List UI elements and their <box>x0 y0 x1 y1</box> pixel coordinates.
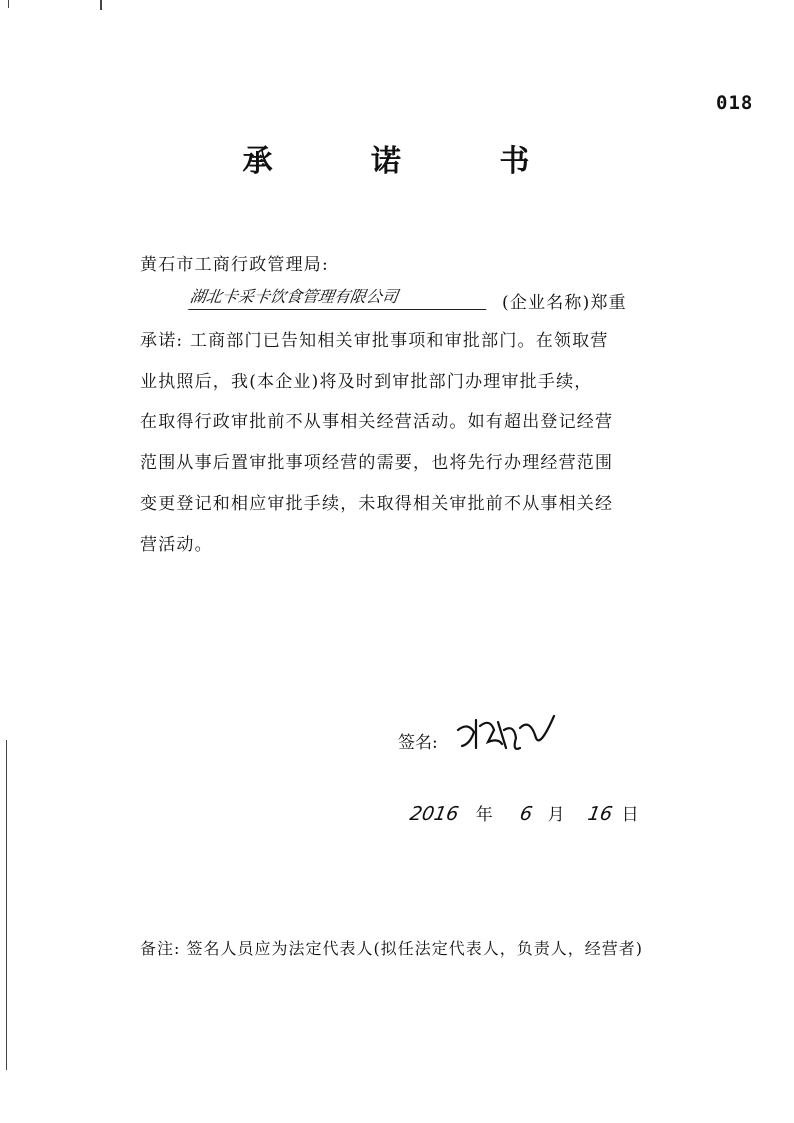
company-name-suffix: (企业名称)郑重 <box>502 293 627 313</box>
scan-edge-left <box>6 740 7 1070</box>
paragraph-line: 营活动。 <box>140 535 213 555</box>
date-month-label: 月 <box>547 805 565 825</box>
footnote: 备注: 签名人员应为法定代表人(拟任法定代表人，负责人，经营者) <box>140 939 643 958</box>
date-year-label: 年 <box>475 805 493 825</box>
scan-edge-top-mark <box>8 0 9 8</box>
paragraph-line: 业执照后，我(本企业)将及时到审批部门办理审批手续， <box>140 372 593 392</box>
addressee: 黄石市工商行政管理局: <box>140 255 329 275</box>
handwritten-signature <box>454 708 564 764</box>
paragraph-line: 变更登记和相应审批手续，未取得相关审批前不从事相关经 <box>140 494 614 514</box>
date-month: 6 <box>518 803 535 825</box>
paragraph-line: 范围从事后置审批事项经营的需要，也将先行办理经营范围 <box>140 453 614 473</box>
signature-stroke-icon <box>454 708 564 760</box>
signature-label: 签名: <box>398 733 438 753</box>
date <box>410 800 639 825</box>
scan-edge-top-mark <box>100 0 102 10</box>
date-year: 2016 <box>408 803 461 825</box>
paragraph-line: 在取得行政审批前不从事相关经营活动。如有超出登记经营 <box>140 412 614 432</box>
page-number: 018 <box>716 92 754 114</box>
document-title: 承 诺 书 <box>242 144 574 179</box>
company-name-handwritten: 湖北卡采卡饮食管理有限公司 <box>188 284 490 310</box>
paragraph-line: 承诺: 工商部门已告知相关审批事项和审批部门。在领取营 <box>140 331 609 351</box>
date-day: 16 <box>586 803 615 825</box>
date-day-label: 日 <box>621 805 639 825</box>
